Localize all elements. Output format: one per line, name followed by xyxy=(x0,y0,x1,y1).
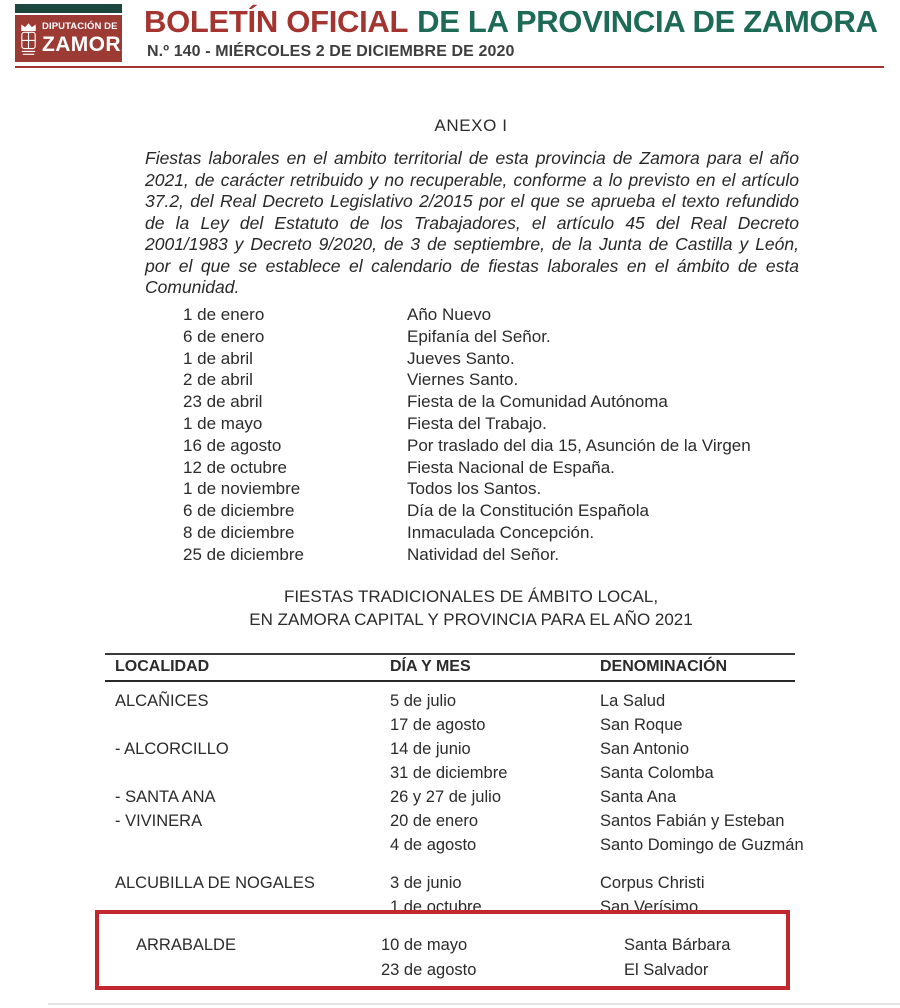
cell-dia-y-mes: 1 de octubre xyxy=(390,898,482,916)
cell-localidad xyxy=(99,958,381,983)
local-fiestas-title-line1: FIESTAS TRADICIONALES DE ÁMBITO LOCAL, xyxy=(283,587,659,606)
cell-localidad xyxy=(105,713,390,737)
holiday-name: Por traslado del dia 15, Asunción de la Virgen xyxy=(407,435,751,455)
cell-dia-y-mes: 5 de julio xyxy=(390,692,457,710)
holiday-date: 16 de agosto xyxy=(183,435,282,455)
diputacion-logo xyxy=(15,4,137,62)
holiday-row xyxy=(183,326,751,348)
holiday-row xyxy=(183,369,751,391)
fiestas-table-header xyxy=(105,653,795,682)
logo-red-box xyxy=(15,15,137,62)
anexo-title: ANEXO I xyxy=(434,116,508,135)
masthead-title xyxy=(144,4,878,40)
cell-dia-y-mes: 10 de mayo xyxy=(381,936,468,954)
cell-localidad: ARRABALDE xyxy=(136,936,236,954)
table-row-highlighted xyxy=(99,958,786,983)
local-fiestas-title-line2: EN ZAMORA CAPITAL Y PROVINCIA PARA EL AÑO 2021 xyxy=(249,609,693,629)
intro-paragraph: Fiestas laborales en el ambito territorial de esta provincia de Zamora para el año 2021, de carácter retribuido y no recuperable, conforme a lo previsto en el artículo 37.2, del Real Decreto Legislativo 2/2015 por el que se aprueba el texto refundido de la Ley del Estatuto de los Trabajadores, el artículo 45 del Real Decreto 2001/1983 y Decreto 9/2020, de 3 de septiembre, de la Junta de Castilla y León, por el que se establece el calendario de fiestas laborales en el ámbito de esta Comunidad. xyxy=(145,148,799,297)
holiday-row xyxy=(183,522,751,544)
cell-denominacion: San Antonio xyxy=(600,740,689,758)
holiday-date: 6 de diciembre xyxy=(183,501,295,521)
cell-localidad: ALCUBILLA DE NOGALES xyxy=(115,874,315,892)
cell-localidad: ALCAÑICES xyxy=(115,692,209,710)
holiday-name: Todos los Santos. xyxy=(407,479,542,499)
cell-dia-y-mes: 4 de agosto xyxy=(390,836,477,854)
cell-dia-y-mes: 31 de diciembre xyxy=(390,764,508,782)
table-row xyxy=(105,809,795,833)
masthead-title-red: BOLETÍN OFICIAL xyxy=(144,4,409,39)
cell-denominacion: Corpus Christi xyxy=(600,874,705,892)
cell-dia-y-mes: 17 de agosto xyxy=(390,716,486,734)
crest-icon xyxy=(18,21,39,57)
cell-dia-y-mes: 14 de junio xyxy=(390,740,471,758)
issue-line: N.º 140 - MIÉRCOLES 2 DE DICIEMBRE DE 2020 xyxy=(147,43,515,60)
holiday-row xyxy=(183,478,751,500)
logo-org-name-bottom: ZAMORA xyxy=(42,32,137,56)
cell-denominacion: El Salvador xyxy=(624,961,709,979)
cell-denominacion: Santa Colomba xyxy=(600,764,714,782)
table-row xyxy=(105,871,795,895)
masthead-title-green: DE LA PROVINCIA DE ZAMORA xyxy=(417,4,878,39)
table-row xyxy=(105,833,804,857)
cell-denominacion: Santo Domingo de Guzmán xyxy=(600,836,804,854)
table-row xyxy=(105,761,795,785)
table-row xyxy=(105,737,795,761)
holiday-row xyxy=(183,348,751,370)
logo-org-name-top: DIPUTACIÓN DE xyxy=(42,21,118,33)
national-holiday-list xyxy=(183,304,751,566)
holiday-row xyxy=(183,544,751,566)
holiday-name: Epifanía del Señor. xyxy=(407,326,551,346)
holiday-row xyxy=(183,304,751,326)
holiday-row xyxy=(183,435,751,457)
cell-localidad xyxy=(105,761,390,785)
logo-text xyxy=(42,22,137,55)
fiestas-table-body xyxy=(105,689,804,919)
cell-dia-y-mes: 20 de enero xyxy=(390,812,479,830)
local-fiestas-title xyxy=(145,586,797,631)
holiday-date: 2 de abril xyxy=(183,370,253,390)
holiday-name: Fiesta Nacional de España. xyxy=(407,457,615,477)
cell-denominacion: Santa Ana xyxy=(600,788,677,806)
holiday-name: Año Nuevo xyxy=(407,305,492,324)
cell-localidad: - SANTA ANA xyxy=(115,788,216,806)
logo-green-bar xyxy=(15,4,122,13)
holiday-date: 1 de abril xyxy=(183,348,253,368)
holiday-date: 25 de diciembre xyxy=(183,544,304,564)
bottom-divider xyxy=(48,1003,900,1005)
holiday-date: 1 de enero xyxy=(183,305,265,324)
cell-denominacion: San Verísimo xyxy=(600,898,699,916)
column-header-denominacion: DENOMINACIÓN xyxy=(600,658,728,675)
cell-localidad: - VIVINERA xyxy=(115,812,203,830)
holiday-name: Natividad del Señor. xyxy=(407,544,560,564)
column-header-dia-y-mes: DÍA Y MES xyxy=(390,658,471,675)
holiday-date: 23 de abril xyxy=(183,392,263,412)
holiday-row xyxy=(183,413,751,435)
holiday-row xyxy=(183,391,751,413)
holiday-date: 8 de diciembre xyxy=(183,522,295,542)
fiestas-table xyxy=(105,653,804,919)
holiday-name: Fiesta de la Comunidad Autónoma xyxy=(407,392,668,412)
holiday-name: Día de la Constitución Española xyxy=(407,501,649,521)
table-row-highlighted xyxy=(99,933,786,958)
holiday-name: Jueves Santo. xyxy=(407,348,515,368)
holiday-date: 1 de mayo xyxy=(183,413,263,433)
cell-localidad xyxy=(105,833,390,857)
highlight-box-arrabalde xyxy=(95,910,790,990)
table-row xyxy=(105,713,795,737)
holiday-name: Viernes Santo. xyxy=(407,370,519,390)
cell-denominacion: Santos Fabián y Esteban xyxy=(600,812,785,830)
holiday-date: 1 de noviembre xyxy=(183,479,301,499)
cell-dia-y-mes: 26 y 27 de julio xyxy=(390,788,501,806)
table-row xyxy=(105,785,795,809)
cell-denominacion: San Roque xyxy=(600,716,683,734)
holiday-row xyxy=(183,457,751,479)
cell-localidad: - ALCORCILLO xyxy=(115,740,229,758)
cell-denominacion: La Salud xyxy=(600,692,666,710)
highlighted-rows xyxy=(99,933,786,983)
cell-dia-y-mes: 23 de agosto xyxy=(381,961,477,979)
table-row xyxy=(105,689,795,713)
header-divider xyxy=(15,66,884,68)
holiday-name: Fiesta del Trabajo. xyxy=(407,413,547,433)
cell-denominacion: Santa Bárbara xyxy=(624,936,731,954)
holiday-date: 12 de octubre xyxy=(183,457,287,477)
holiday-row xyxy=(183,500,751,522)
holiday-name: Inmaculada Concepción. xyxy=(407,522,595,542)
column-header-localidad: LOCALIDAD xyxy=(115,658,210,675)
holiday-date: 6 de enero xyxy=(183,326,265,346)
cell-dia-y-mes: 3 de junio xyxy=(390,874,462,892)
